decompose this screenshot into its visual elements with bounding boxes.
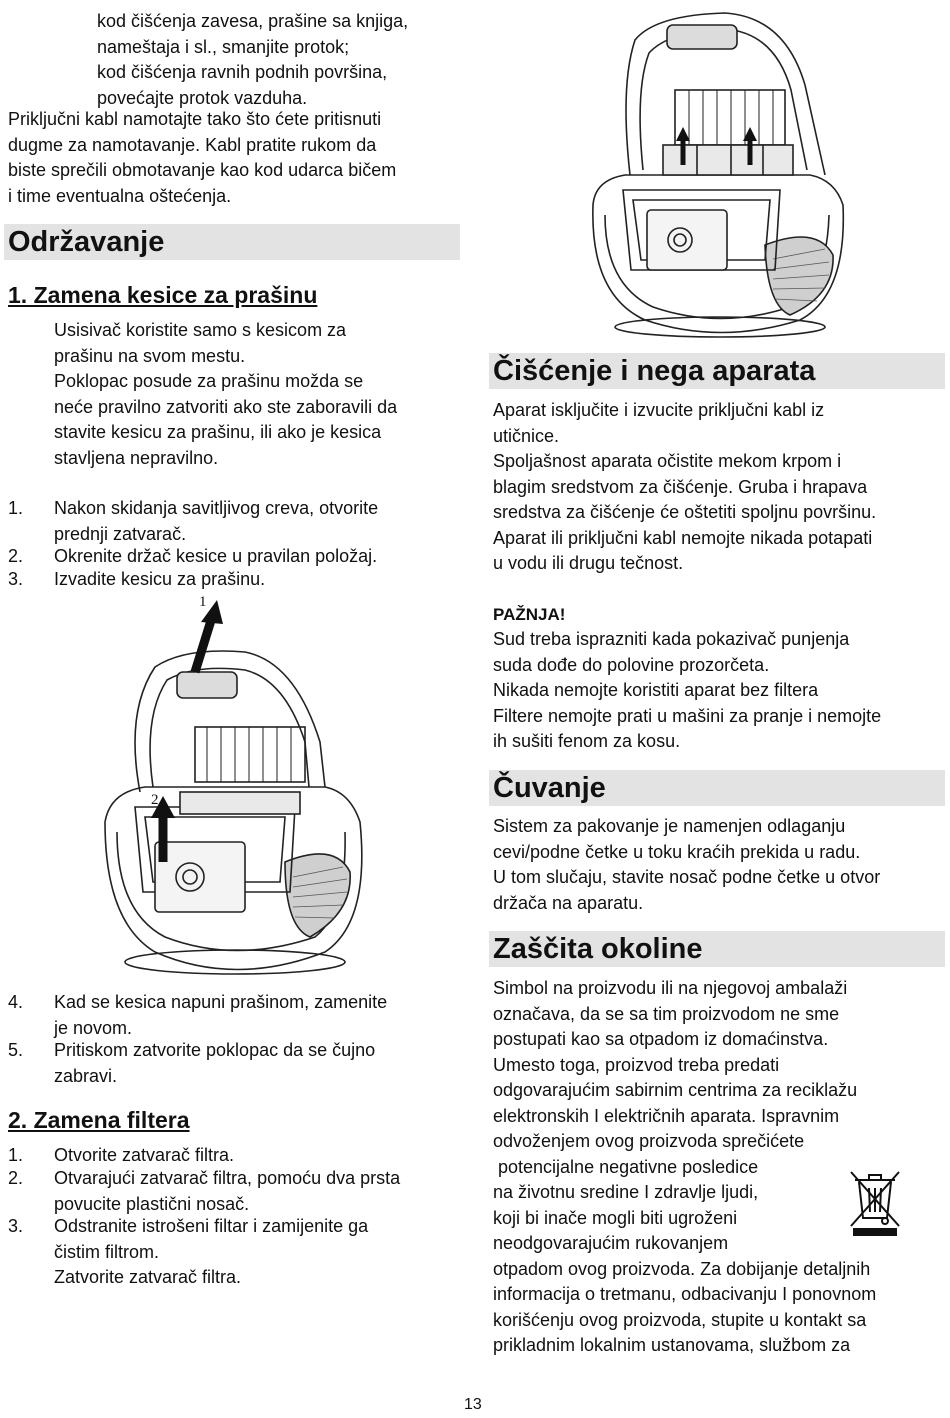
section-title-environment: Zaščita okoline xyxy=(489,931,945,967)
list-number: 3. xyxy=(8,569,24,589)
list-number: 3. xyxy=(8,1216,24,1236)
warning-text: Sud treba isprazniti kada pokazivač punjenja suda dođe do polovine prozorčeta. Nikada nemojte koristiti aparat bez filtera Filtere nemojte prati u mašini za pranje i nemojte ih sušiti fenom za kosu. xyxy=(493,629,882,751)
warning-label: PAŽNJA! xyxy=(493,605,566,624)
page-number: 13 xyxy=(464,1396,482,1413)
storage-text: Sistem za pakovanje je namenjen odlaganju cevi/podne četke u toku kraćih prekida u radu. U tom slučaju, stavite nosač podne četke u otvor držača na aparatu. xyxy=(493,816,881,913)
weee-bin-icon xyxy=(847,1166,903,1238)
list-number: 4. xyxy=(8,992,24,1012)
list-number: 1. xyxy=(8,498,24,518)
section-title-maintenance: Održavanje xyxy=(4,224,460,260)
section-title-care: Čišćenje i nega aparata xyxy=(489,353,945,389)
list-number: 2. xyxy=(8,1168,24,1188)
care-text: Aparat isključite i izvucite priključni kabl iz utičnice. Spoljašnost aparata očistite mekom krpom i blagim sredstvom za čišćenje. Gruba i hrapava sredstva za čišćenje će oštetiti spoljnu površinu. Aparat ili priključni kabl nemojte nikada potapati u vodu ili drugu tečnost. xyxy=(493,400,877,573)
intro-paragraph: Priključni kabl namotajte tako što ćete pritisnuti dugme za namotavanje. Kabl pratite rukom da biste sprečili obmotavanje kao kod udarca bičem i time eventualna oštećenja. xyxy=(8,109,397,206)
subsection-title-bag: 1. Zamena kesice za prašinu xyxy=(8,282,318,308)
list-number: 2. xyxy=(8,546,24,566)
list-number: 1. xyxy=(8,1145,24,1165)
arrow-label-1: 1 xyxy=(199,594,207,610)
bag-intro: Usisivač koristite samo s kesicom za prašinu na svom mestu. Poklopac posude za prašinu možda se neće pravilno zatvoriti ako ste zaboravili da stavite kesicu za prašinu, ili ako je kesica stavljena nepravilno. xyxy=(54,320,398,468)
environment-text: Simbol na proizvodu ili na njegovoj ambalaži označava, da se sa tim proizvodom ne sme postupati kao sa otpadom iz domaćinstva. Umesto toga, proizvod treba predati odgovarajućim sabirnim centrima za reciklažu elektronskih I električnih aparata. Ispravnim odvoženjem ovog proizvoda sprečićete potencijalne negativne posledice na životnu sredine I zdravlje ljudi, koji bi inače mogli biti ugroženi neodgovarajućim rukovanjem otpadom ovog proizvoda. Za dobijanje detaljnih informacija o tretmanu, odbacivanju I ponovnom korišćenju ovog proizvoda, stupite u kontakt sa prikladnim lokalnim ustanovama, službom za xyxy=(493,978,877,1355)
section-title-storage: Čuvanje xyxy=(489,770,945,806)
subsection-title-filter: 2. Zamena filtera xyxy=(8,1107,190,1133)
vacuum-filter-illustration xyxy=(585,5,855,340)
arrow-label-2: 2 xyxy=(151,792,159,808)
list-number: 5. xyxy=(8,1040,24,1060)
intro-indented: kod čišćenja zavesa, prašine sa knjiga, nameštaja i sl., smanjite protok; kod čišćenja ravnih podnih površina, povećajte protok vazduha. xyxy=(97,11,409,108)
vacuum-bag-illustration xyxy=(95,592,385,982)
